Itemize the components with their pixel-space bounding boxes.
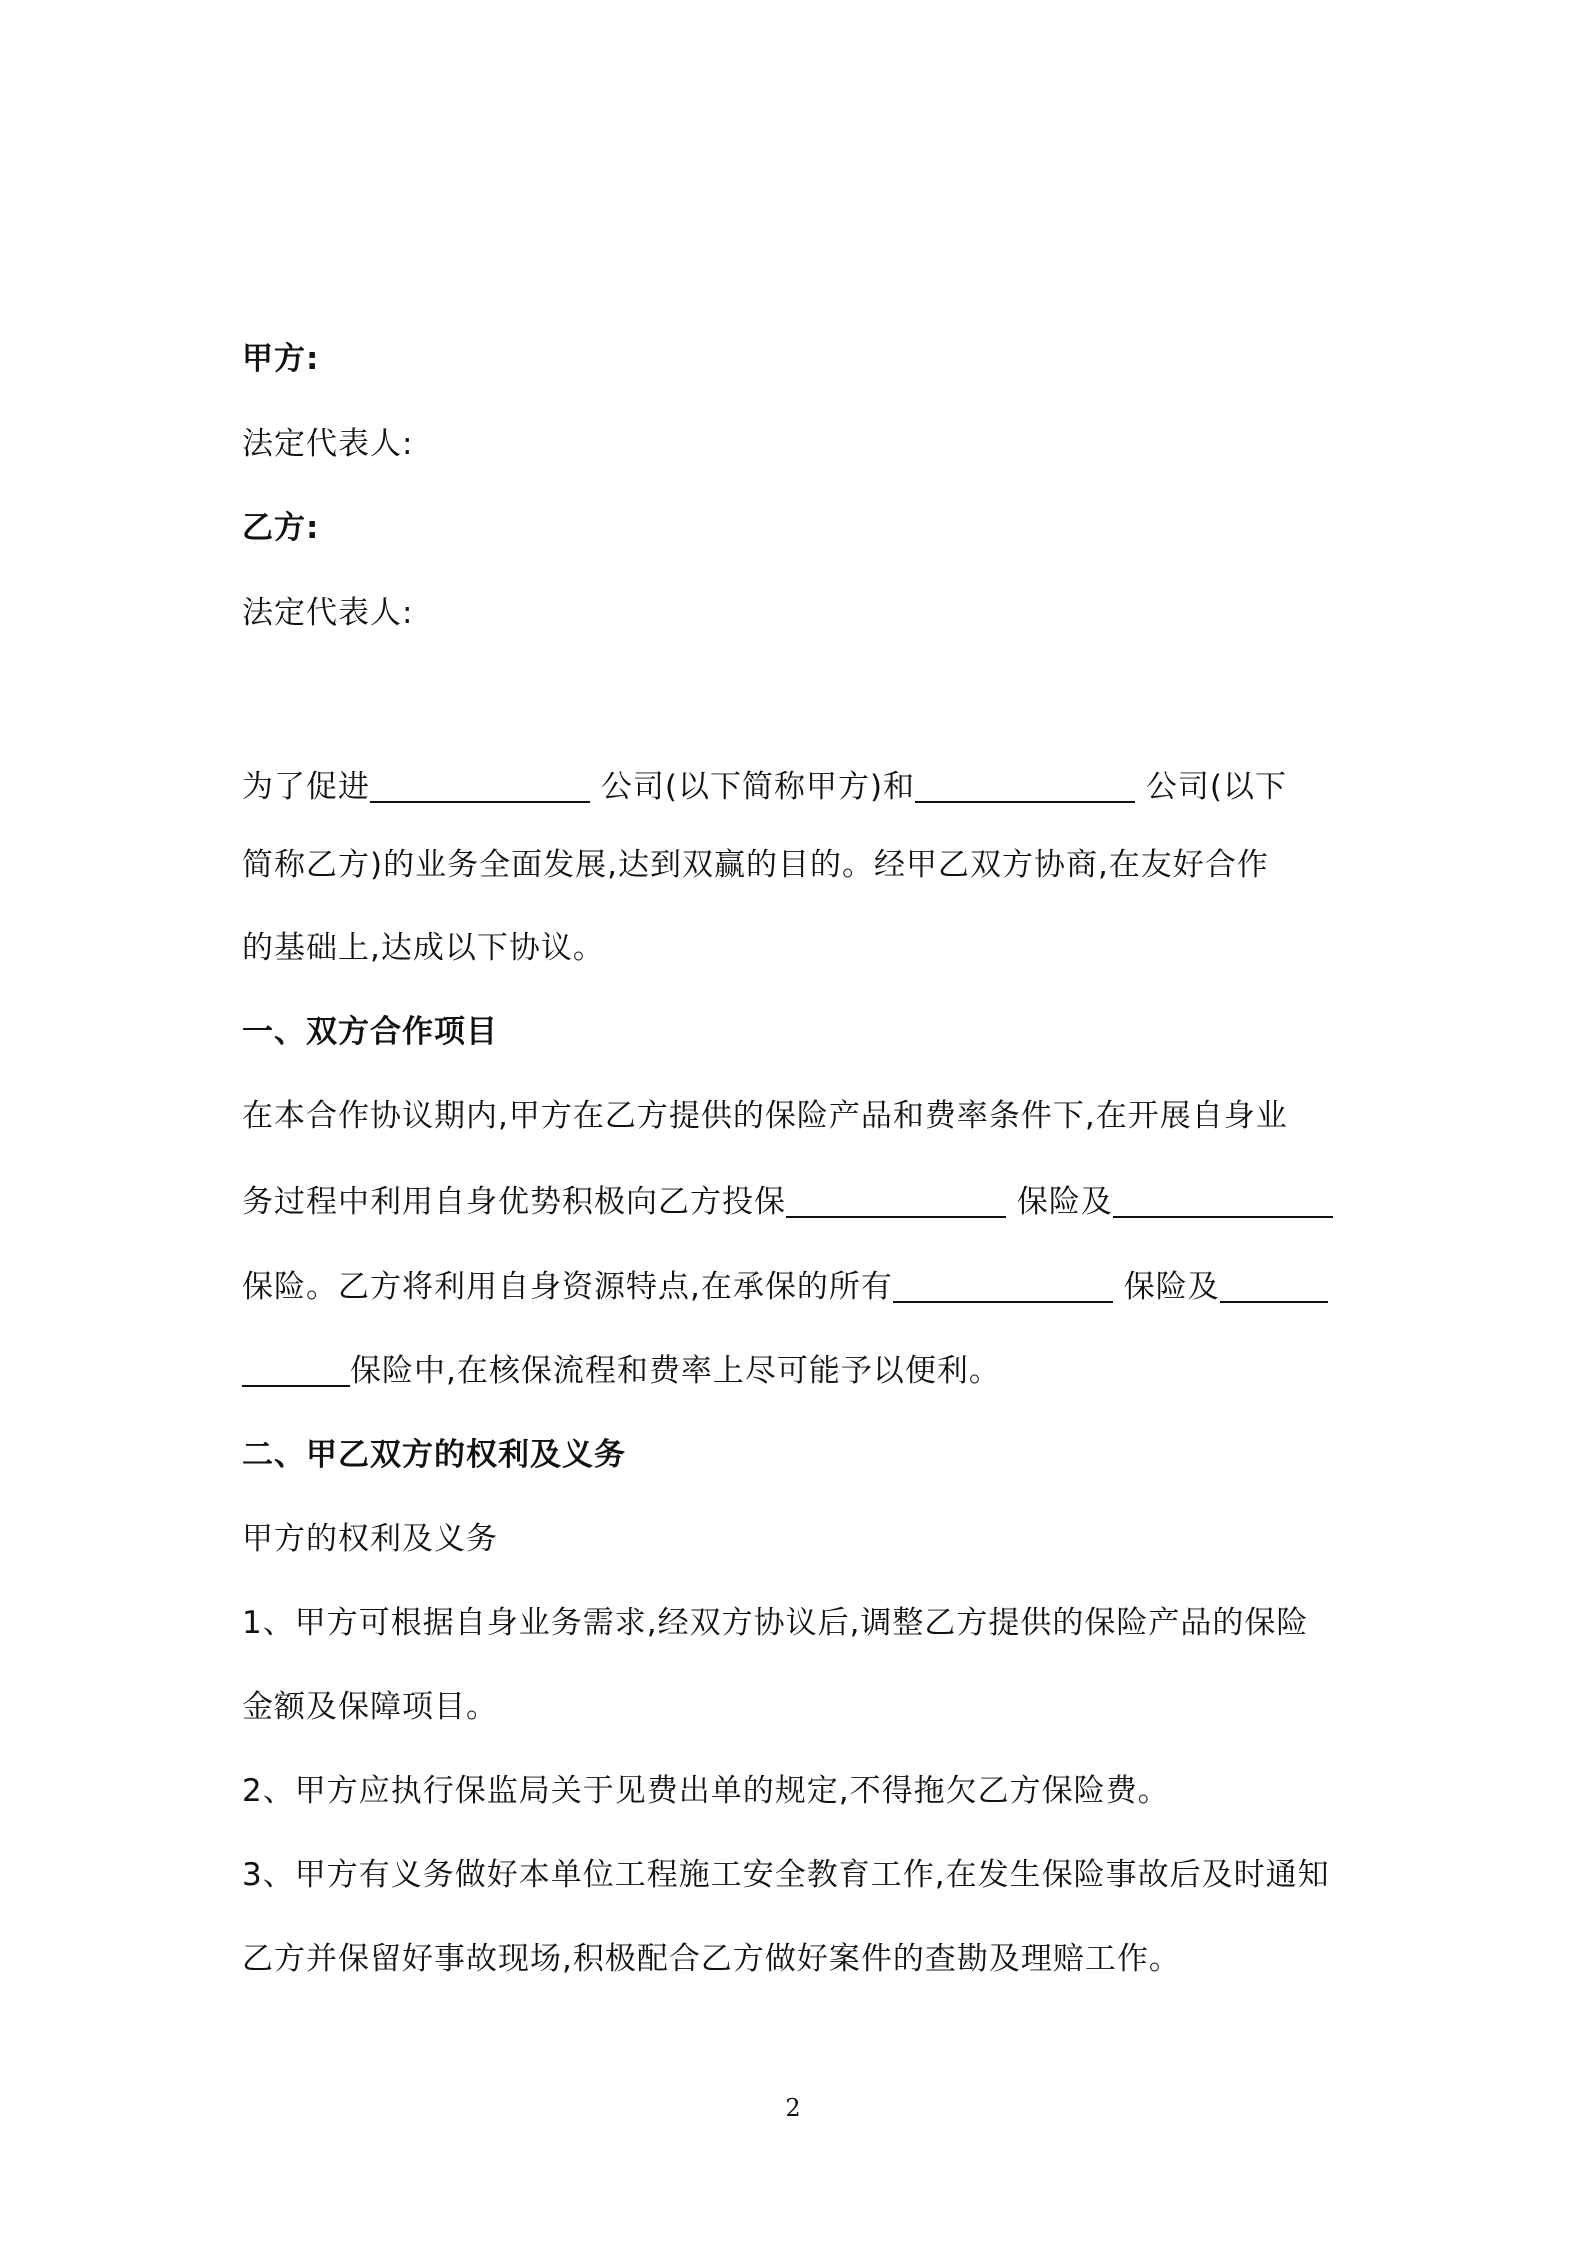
preamble-line-1: [242, 765, 1287, 809]
section-1-heading: 一、双方合作项目: [242, 1014, 498, 1050]
item-3-line-2: 乙方并保留好事故现场,积极配合乙方做好案件的查勘及理赔工作。: [242, 1941, 1181, 1977]
preamble-line-2: 简称乙方)的业务全面发展,达到双赢的目的。经甲乙双方协商,在友好合作: [242, 847, 1269, 883]
section-1-text: 保险及: [1123, 1269, 1220, 1305]
page-number: 2: [785, 2094, 801, 2122]
insurance-type-blank-3[interactable]: [893, 1267, 1113, 1303]
company-a-blank[interactable]: [370, 767, 590, 803]
item-3-line-1: 3、甲方有义务做好本单位工程施工安全教育工作,在发生保险事故后及时通知: [242, 1857, 1330, 1893]
section-1-text: 保险。乙方将利用自身资源特点,在承保的所有: [242, 1269, 893, 1305]
section-2-heading: 二、甲乙双方的权利及义务: [242, 1437, 626, 1473]
party-b-label: 乙方:: [242, 510, 320, 546]
insurance-type-blank-2[interactable]: [1113, 1182, 1333, 1218]
party-a-representative-label: 法定代表人:: [242, 426, 414, 462]
preamble-text: 公司(以下: [1145, 769, 1288, 805]
section-1-line-2: [242, 1180, 1333, 1224]
insurance-type-blank-4b[interactable]: [242, 1351, 350, 1387]
section-1-line-4: [242, 1349, 1001, 1393]
company-b-blank[interactable]: [915, 767, 1135, 803]
party-a-label: 甲方:: [242, 341, 320, 377]
party-b-representative-label: 法定代表人:: [242, 595, 414, 631]
section-1-text: 务过程中利用自身优势积极向乙方投保: [242, 1184, 786, 1220]
item-2: 2、甲方应执行保监局关于见费出单的规定,不得拖欠乙方保险费。: [242, 1773, 1170, 1809]
preamble-text: 公司(以下简称甲方)和: [600, 769, 916, 805]
preamble-text: 为了促进: [242, 769, 370, 805]
section-2-subheading: 甲方的权利及义务: [242, 1521, 498, 1557]
section-1-line-3: [242, 1265, 1328, 1309]
preamble-line-3: 的基础上,达成以下协议。: [242, 930, 605, 966]
insurance-type-blank-1[interactable]: [786, 1182, 1006, 1218]
insurance-type-blank-4a[interactable]: [1220, 1267, 1328, 1303]
item-1-line-2: 金额及保障项目。: [242, 1689, 498, 1725]
item-1-line-1: 1、甲方可根据自身业务需求,经双方协议后,调整乙方提供的保险产品的保险: [242, 1605, 1309, 1641]
section-1-line-1: 在本合作协议期内,甲方在乙方提供的保险产品和费率条件下,在开展自身业: [242, 1098, 1288, 1134]
section-1-text: 保险及: [1016, 1184, 1113, 1220]
section-1-text: 保险中,在核保流程和费率上尽可能予以便利。: [350, 1353, 1001, 1389]
